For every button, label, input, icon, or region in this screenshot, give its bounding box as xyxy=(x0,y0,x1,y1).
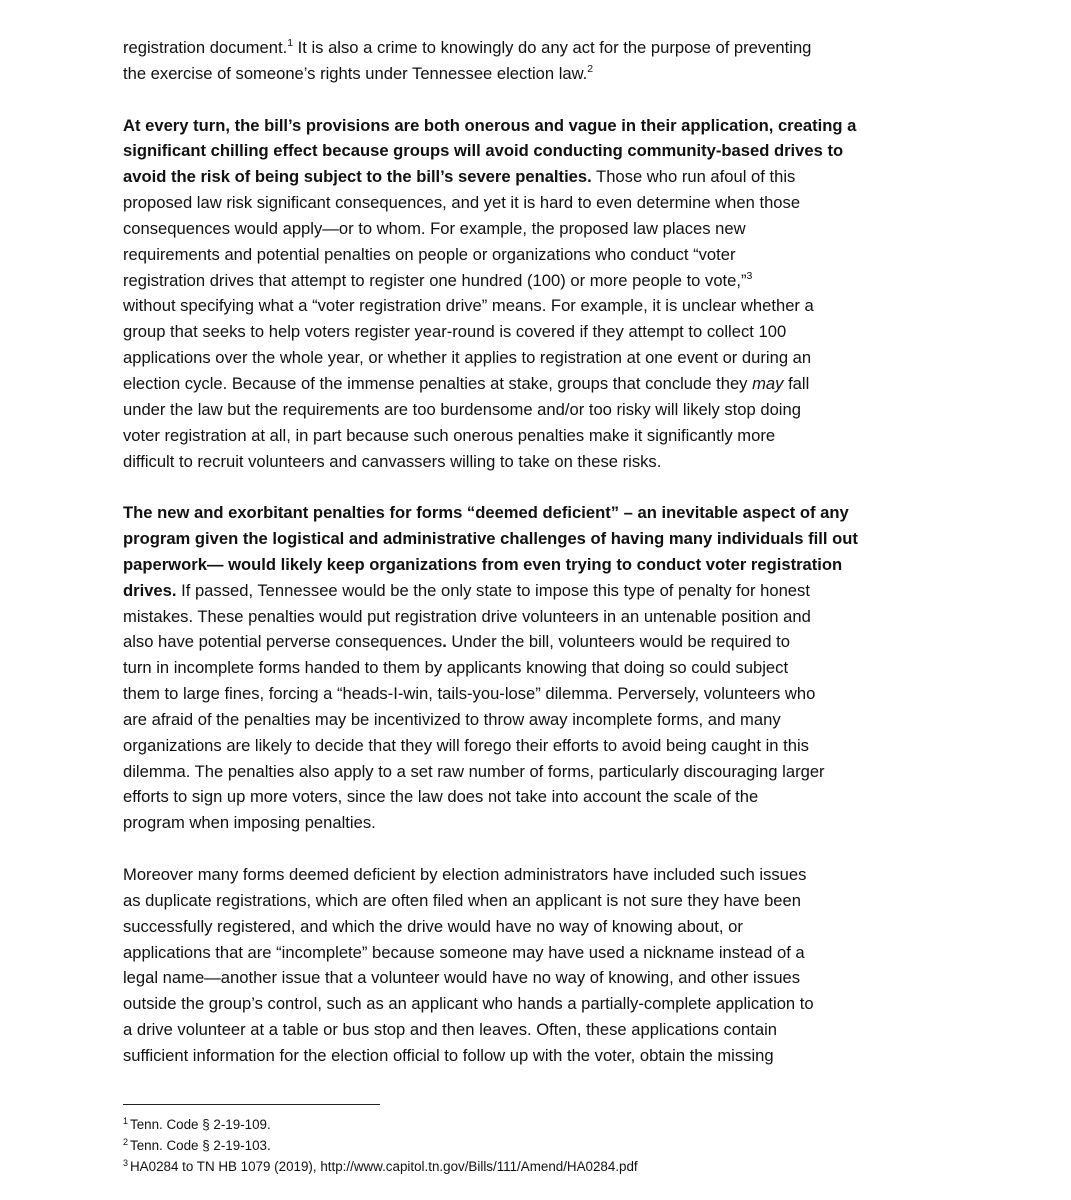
text-line xyxy=(123,810,858,836)
text-line xyxy=(123,113,858,139)
text-line xyxy=(123,578,858,604)
text-line xyxy=(123,345,858,371)
paragraph xyxy=(123,862,858,1069)
text-run: without specifying what a “voter registration drive” means. For example, it is unclear whether a xyxy=(123,296,814,316)
text-run: fall xyxy=(783,373,810,393)
text-run: are afraid of the penalties may be incentivized to throw away incomplete forms, and many xyxy=(123,709,781,729)
text-line xyxy=(123,526,858,552)
text-line xyxy=(123,319,858,345)
text-run: registration drives that attempt to register one hundred (100) or more people to vote,” xyxy=(123,270,747,290)
text-run: paperwork— would likely keep organizations from even trying to conduct voter registration xyxy=(123,554,843,574)
footnote xyxy=(123,1156,638,1177)
footnote-reference: 3 xyxy=(746,269,753,282)
text-run: efforts to sign up more voters, since the law does not take into account the scale of the xyxy=(123,787,759,807)
text-line xyxy=(123,1017,858,1043)
text-line xyxy=(123,940,858,966)
text-line xyxy=(123,242,858,268)
text-line xyxy=(123,293,858,319)
text-run: may xyxy=(752,373,784,393)
text-line xyxy=(123,862,858,888)
text-run: legal name—another issue that a volunteer would have no way of knowing, and other issues xyxy=(123,968,801,988)
footnote-number: 1 xyxy=(123,1116,129,1126)
text-run: The new and exorbitant penalties for forms “deemed deficient” – an inevitable aspect of any xyxy=(123,503,849,523)
text-line xyxy=(123,759,858,785)
footnote-text: Tenn. Code § 2-19-103. xyxy=(130,1138,271,1153)
text-line xyxy=(123,138,858,164)
text-run: If passed, Tennessee would be the only state to impose this type of penalty for honest xyxy=(176,580,810,600)
text-line xyxy=(123,655,858,681)
text-line xyxy=(123,552,858,578)
text-run: group that seeks to help voters register year-round is covered if they attempt to collect 100 xyxy=(123,322,787,342)
text-line xyxy=(123,681,858,707)
text-line xyxy=(123,371,858,397)
text-run: significant chilling effect because groups will avoid conducting community-based drives to xyxy=(123,141,844,161)
text-run: also have potential perverse consequences xyxy=(123,632,443,652)
footnote xyxy=(123,1135,638,1156)
footnotes xyxy=(123,1114,638,1177)
text-line xyxy=(123,965,858,991)
paragraph xyxy=(123,500,858,836)
text-line xyxy=(123,733,858,759)
text-run: applications that are “incomplete” because someone may have used a nickname instead of a xyxy=(123,942,805,962)
text-run: organizations are likely to decide that they will forego their efforts to avoid being caught in this xyxy=(123,735,809,755)
footnote-reference: 2 xyxy=(587,62,594,75)
text-run: proposed law risk significant consequences, and yet it is hard to even determine when those xyxy=(123,193,801,213)
text-line xyxy=(123,216,858,242)
text-run: outside the group’s control, such as an applicant who hands a partially-complete application to xyxy=(123,994,814,1014)
text-line xyxy=(123,604,858,630)
text-line xyxy=(123,888,858,914)
text-run: At every turn, the bill’s provisions are both onerous and vague in their application, creating a xyxy=(123,115,857,135)
text-run: Under the bill, volunteers would be required to xyxy=(446,632,790,652)
text-run: election cycle. Because of the immense penalties at stake, groups that conclude they xyxy=(123,373,753,393)
text-run: consequences would apply—or to whom. For example, the proposed law places new xyxy=(123,218,746,238)
paragraph xyxy=(123,35,858,87)
text-line xyxy=(123,991,858,1017)
text-line xyxy=(123,164,858,190)
text-run: under the law but the requirements are too burdensome and/or too risky will likely stop doing xyxy=(123,399,801,419)
text-run: program given the logistical and administrative challenges of having many individuals fill out xyxy=(123,529,858,549)
text-line xyxy=(123,397,858,423)
text-line xyxy=(123,35,858,61)
text-line xyxy=(123,1043,858,1069)
text-run: drives. xyxy=(123,580,177,600)
text-line xyxy=(123,423,858,449)
text-line xyxy=(123,629,858,655)
footnote-number: 3 xyxy=(123,1158,129,1168)
text-line xyxy=(123,61,858,87)
text-run: Those who run afoul of this xyxy=(591,167,796,187)
text-run: avoid the risk of being subject to the bill’s severe penalties. xyxy=(123,167,592,187)
text-line xyxy=(123,707,858,733)
text-line xyxy=(123,914,858,940)
text-line xyxy=(123,784,858,810)
text-line xyxy=(123,449,858,475)
text-run: turn in incomplete forms handed to them by applicants knowing that doing so could subject xyxy=(123,658,789,678)
footnote-separator xyxy=(123,1104,380,1105)
footnote-reference: 1 xyxy=(287,37,294,49)
text-run: applications over the whole year, or whether it applies to registration at one event or during an xyxy=(123,348,812,368)
text-run: as duplicate registrations, which are often filed when an applicant is not sure they have been xyxy=(123,890,801,910)
text-run: mistakes. These penalties would put registration drive volunteers in an untenable position and xyxy=(123,606,811,626)
document-body xyxy=(123,35,858,1095)
paragraph xyxy=(123,113,858,475)
footnote xyxy=(123,1114,638,1135)
text-run: . xyxy=(442,632,447,652)
text-run: dilemma. The penalties also apply to a set raw number of forms, particularly discouraging larger xyxy=(123,761,825,781)
footnote-number: 2 xyxy=(123,1137,129,1147)
text-run: requirements and potential penalties on people or organizations who conduct “voter xyxy=(123,244,736,264)
text-line xyxy=(123,268,858,294)
text-run: registration document. xyxy=(123,38,288,57)
text-run: the exercise of someone’s rights under Tennessee election law. xyxy=(123,63,588,83)
text-line xyxy=(123,190,858,216)
text-run: sufficient information for the election official to follow up with the voter, obtain the missing xyxy=(123,1045,774,1065)
text-run: program when imposing penalties. xyxy=(123,813,376,833)
text-run: them to large fines, forcing a “heads-I-win, tails-you-lose” dilemma. Perversely, volunteers who xyxy=(123,684,816,704)
text-run: It is also a crime to knowingly do any act for the purpose of preventing xyxy=(293,38,812,57)
text-line xyxy=(123,500,858,526)
text-run: successfully registered, and which the drive would have no way of knowing about, or xyxy=(123,916,743,936)
footnote-text: Tenn. Code § 2-19-109. xyxy=(130,1117,271,1132)
footnote-text: HA0284 to TN HB 1079 (2019), http://www.capitol.tn.gov/Bills/111/Amend/HA0284.pdf xyxy=(130,1159,638,1174)
text-run: Moreover many forms deemed deficient by election administrators have included such issues xyxy=(123,865,807,884)
text-run: a drive volunteer at a table or bus stop and then leaves. Often, these applications contain xyxy=(123,1020,778,1040)
text-run: voter registration at all, in part because such onerous penalties make it significantly more xyxy=(123,425,776,445)
text-run: difficult to recruit volunteers and canvassers willing to take on these risks. xyxy=(123,451,662,471)
